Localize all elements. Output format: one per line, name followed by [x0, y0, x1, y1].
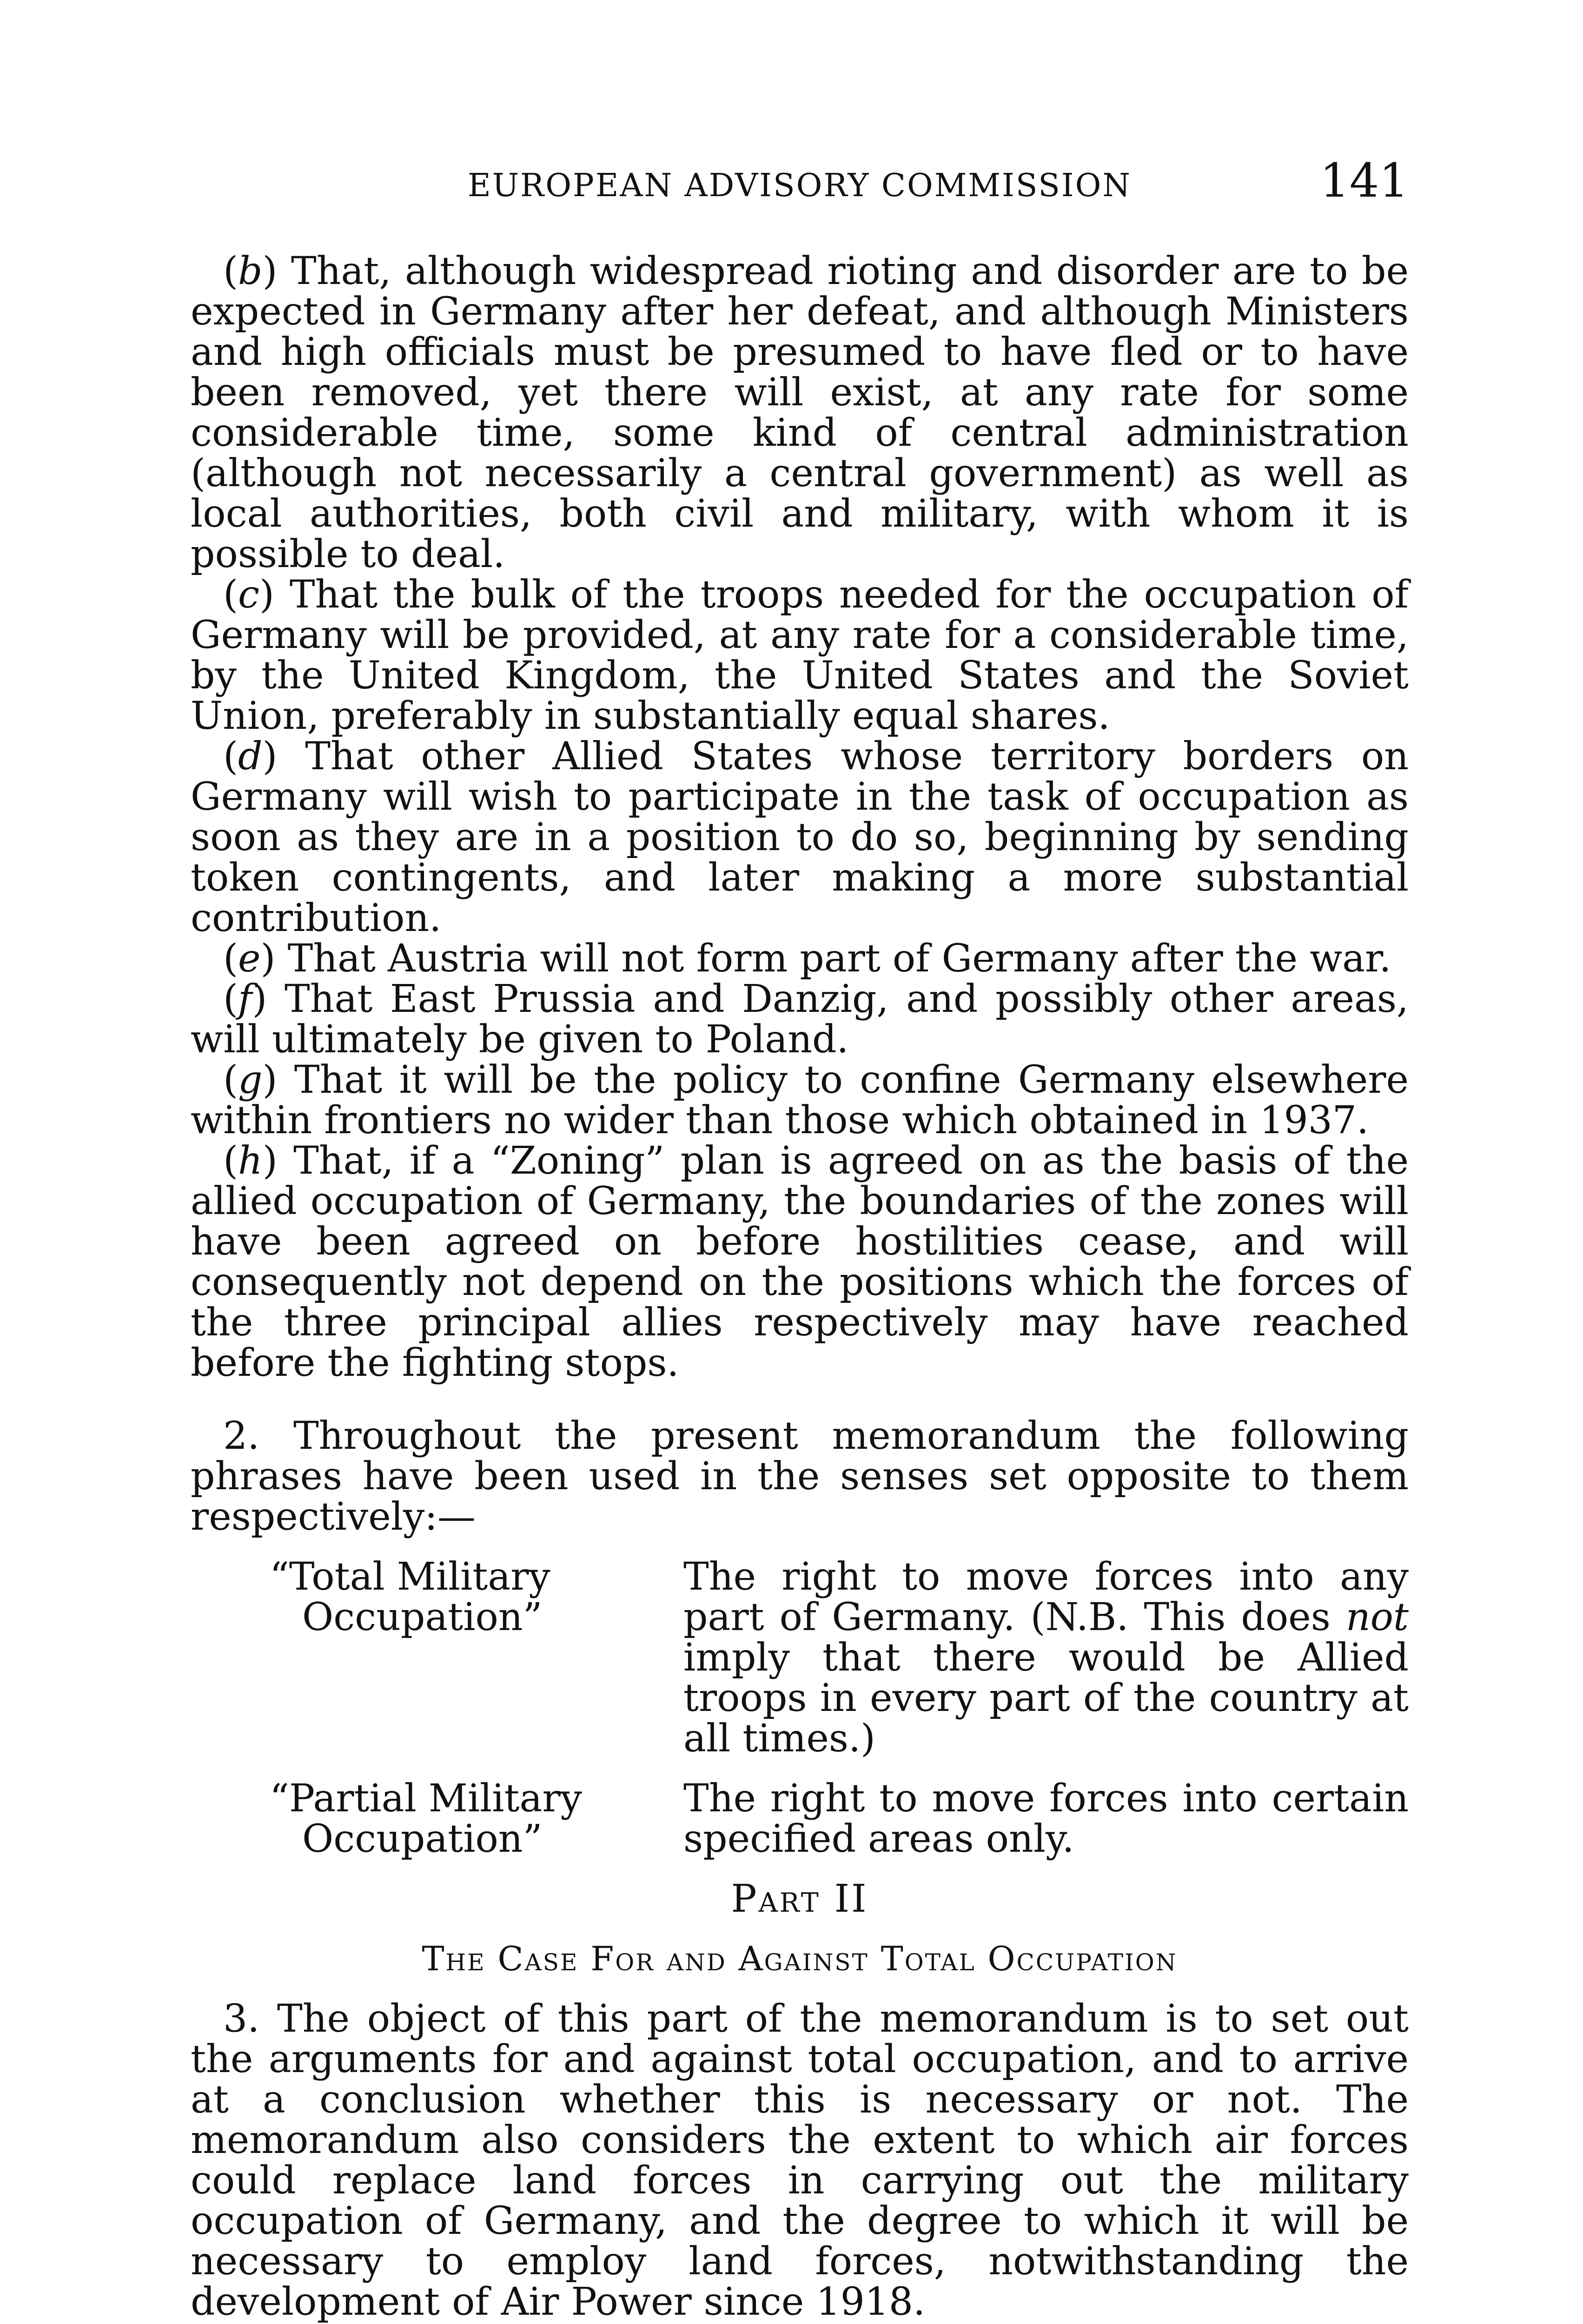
assumption-item: (d) That other Allied States whose territory borders on Germany will wish to participate in the task of occupation as soon as they are in a position to do so, beginning by sending token contingents, and later making a more substantial contribution.	[191, 734, 1409, 940]
item-text: That, although widespread rioting and disorder are to be expected in Germany after her defeat, and although Ministers and high officials must be presumed to have fled or to have been removed, yet there will exist, at any rate for some considerable time, some kind of central administration (although not necessarily a central government) as well as local authorities, both civil and military, with whom it is possible to deal.	[191, 249, 1409, 576]
assumption-item: (e) That Austria will not form part of Germany after the war.	[223, 937, 1391, 981]
item-text: That the bulk of the troops needed for the occupation of Germany will be provided, at any rate for a considerable time, by the United Kingdom, the United States and the Soviet Union, preferably in substantially equal shares.	[191, 573, 1409, 738]
item-label: c	[238, 573, 259, 617]
assumption-item: (h) That, if a “Zoning” plan is agreed on as the basis of the allied occupation of Germany, the boundaries of the zones will have been agreed on before hostilities cease, and will consequently not depend on the positions which the forces of the three principal allies respectively may have reached before the fighting stops.	[191, 1139, 1409, 1385]
item-text: That Austria will not form part of Germany after the war.	[287, 937, 1391, 981]
definition-description: The right to move forces into any part of Germany. (N.B. This does not imply that there would be Allied troops in every part of the country at all times.)	[683, 1555, 1409, 1761]
emphasis-not: not	[1345, 1595, 1409, 1639]
item-label: b	[238, 249, 263, 293]
running-title: EUROPEAN ADVISORY COMMISSION	[468, 167, 1132, 204]
term-line-1: “Partial Military	[270, 1776, 582, 1821]
assumptions-list	[191, 251, 1409, 1383]
paragraph-3: 3. The object of this part of the memorandum is to set out the arguments for and against total occupation, and to arrive at a conclusion whether this is necessary or not. The memorandum also considers the extent to which air forces could replace land forces in carrying out the military occupation of Germany, and the degree to which it will be necessary to employ land forces, notwithstanding the development of Air Power since 1918.	[191, 1997, 1409, 2324]
item-label: d	[238, 734, 263, 779]
definition-partial-military-occupation	[191, 1778, 1409, 1859]
item-label: h	[238, 1139, 263, 1183]
page-header	[191, 153, 1409, 218]
definition-term	[191, 1557, 683, 1759]
assumption-item: (c) That the bulk of the troops needed for the occupation of Germany will be provided, at any rate for a considerable time, by the United Kingdom, the United States and the Soviet Union, preferably in substantially equal shares.	[191, 573, 1409, 738]
page-body	[191, 251, 1409, 2324]
term-line-2: Occupation”	[302, 1595, 543, 1639]
assumption-item: (b) That, although widespread rioting and disorder are to be expected in Germany after her defeat, and although Ministers and high officials must be presumed to have fled or to have been removed, yet there will exist, at any rate for some considerable time, some kind of central administration (although not necessarily a central government) as well as local authorities, both civil and military, with whom it is possible to deal.	[191, 249, 1409, 576]
item-text: That East Prussia and Danzig, and possibly other areas, will ultimately be given to Poland.	[191, 977, 1409, 1062]
definition-total-military-occupation	[191, 1557, 1409, 1759]
item-label: g	[238, 1058, 263, 1102]
assumption-item: (g) That it will be the policy to confine Germany elsewhere within frontiers no wider than those which obtained in 1937.	[191, 1058, 1409, 1142]
page-number: 141	[1320, 153, 1409, 208]
term-line-2: Occupation”	[302, 1817, 543, 1861]
item-text: That it will be the policy to confine Germany elsewhere within frontiers no wider than those which obtained in 1937.	[191, 1058, 1409, 1142]
paragraph-2: 2. Throughout the present memorandum the following phrases have been used in the senses set opposite to them respectively:—	[191, 1414, 1409, 1539]
item-text: That other Allied States whose territory borders on Germany will wish to participate in the task of occupation as soon as they are in a position to do so, beginning by sending token contingents, and later making a more substantial contribution.	[191, 734, 1409, 940]
item-text: That, if a “Zoning” plan is agreed on as the basis of the allied occupation of Germany, the boundaries of the zones will have been agreed on before hostilities cease, and will consequently not depend on the positions which the forces of the three principal allies respectively may have reached before the fighting stops.	[191, 1139, 1409, 1385]
item-label: f	[238, 977, 252, 1021]
definition-description: The right to move forces into certain specified areas only.	[683, 1776, 1409, 1861]
definition-term	[191, 1778, 683, 1859]
part-heading: Part II	[731, 1877, 868, 1921]
assumption-item: (f) That East Prussia and Danzig, and possibly other areas, will ultimately be given to Poland.	[191, 977, 1409, 1062]
term-line-1: “Total Military	[270, 1555, 550, 1599]
item-label: e	[238, 937, 261, 981]
section-title: The Case For and Against Total Occupation	[422, 1939, 1178, 1978]
